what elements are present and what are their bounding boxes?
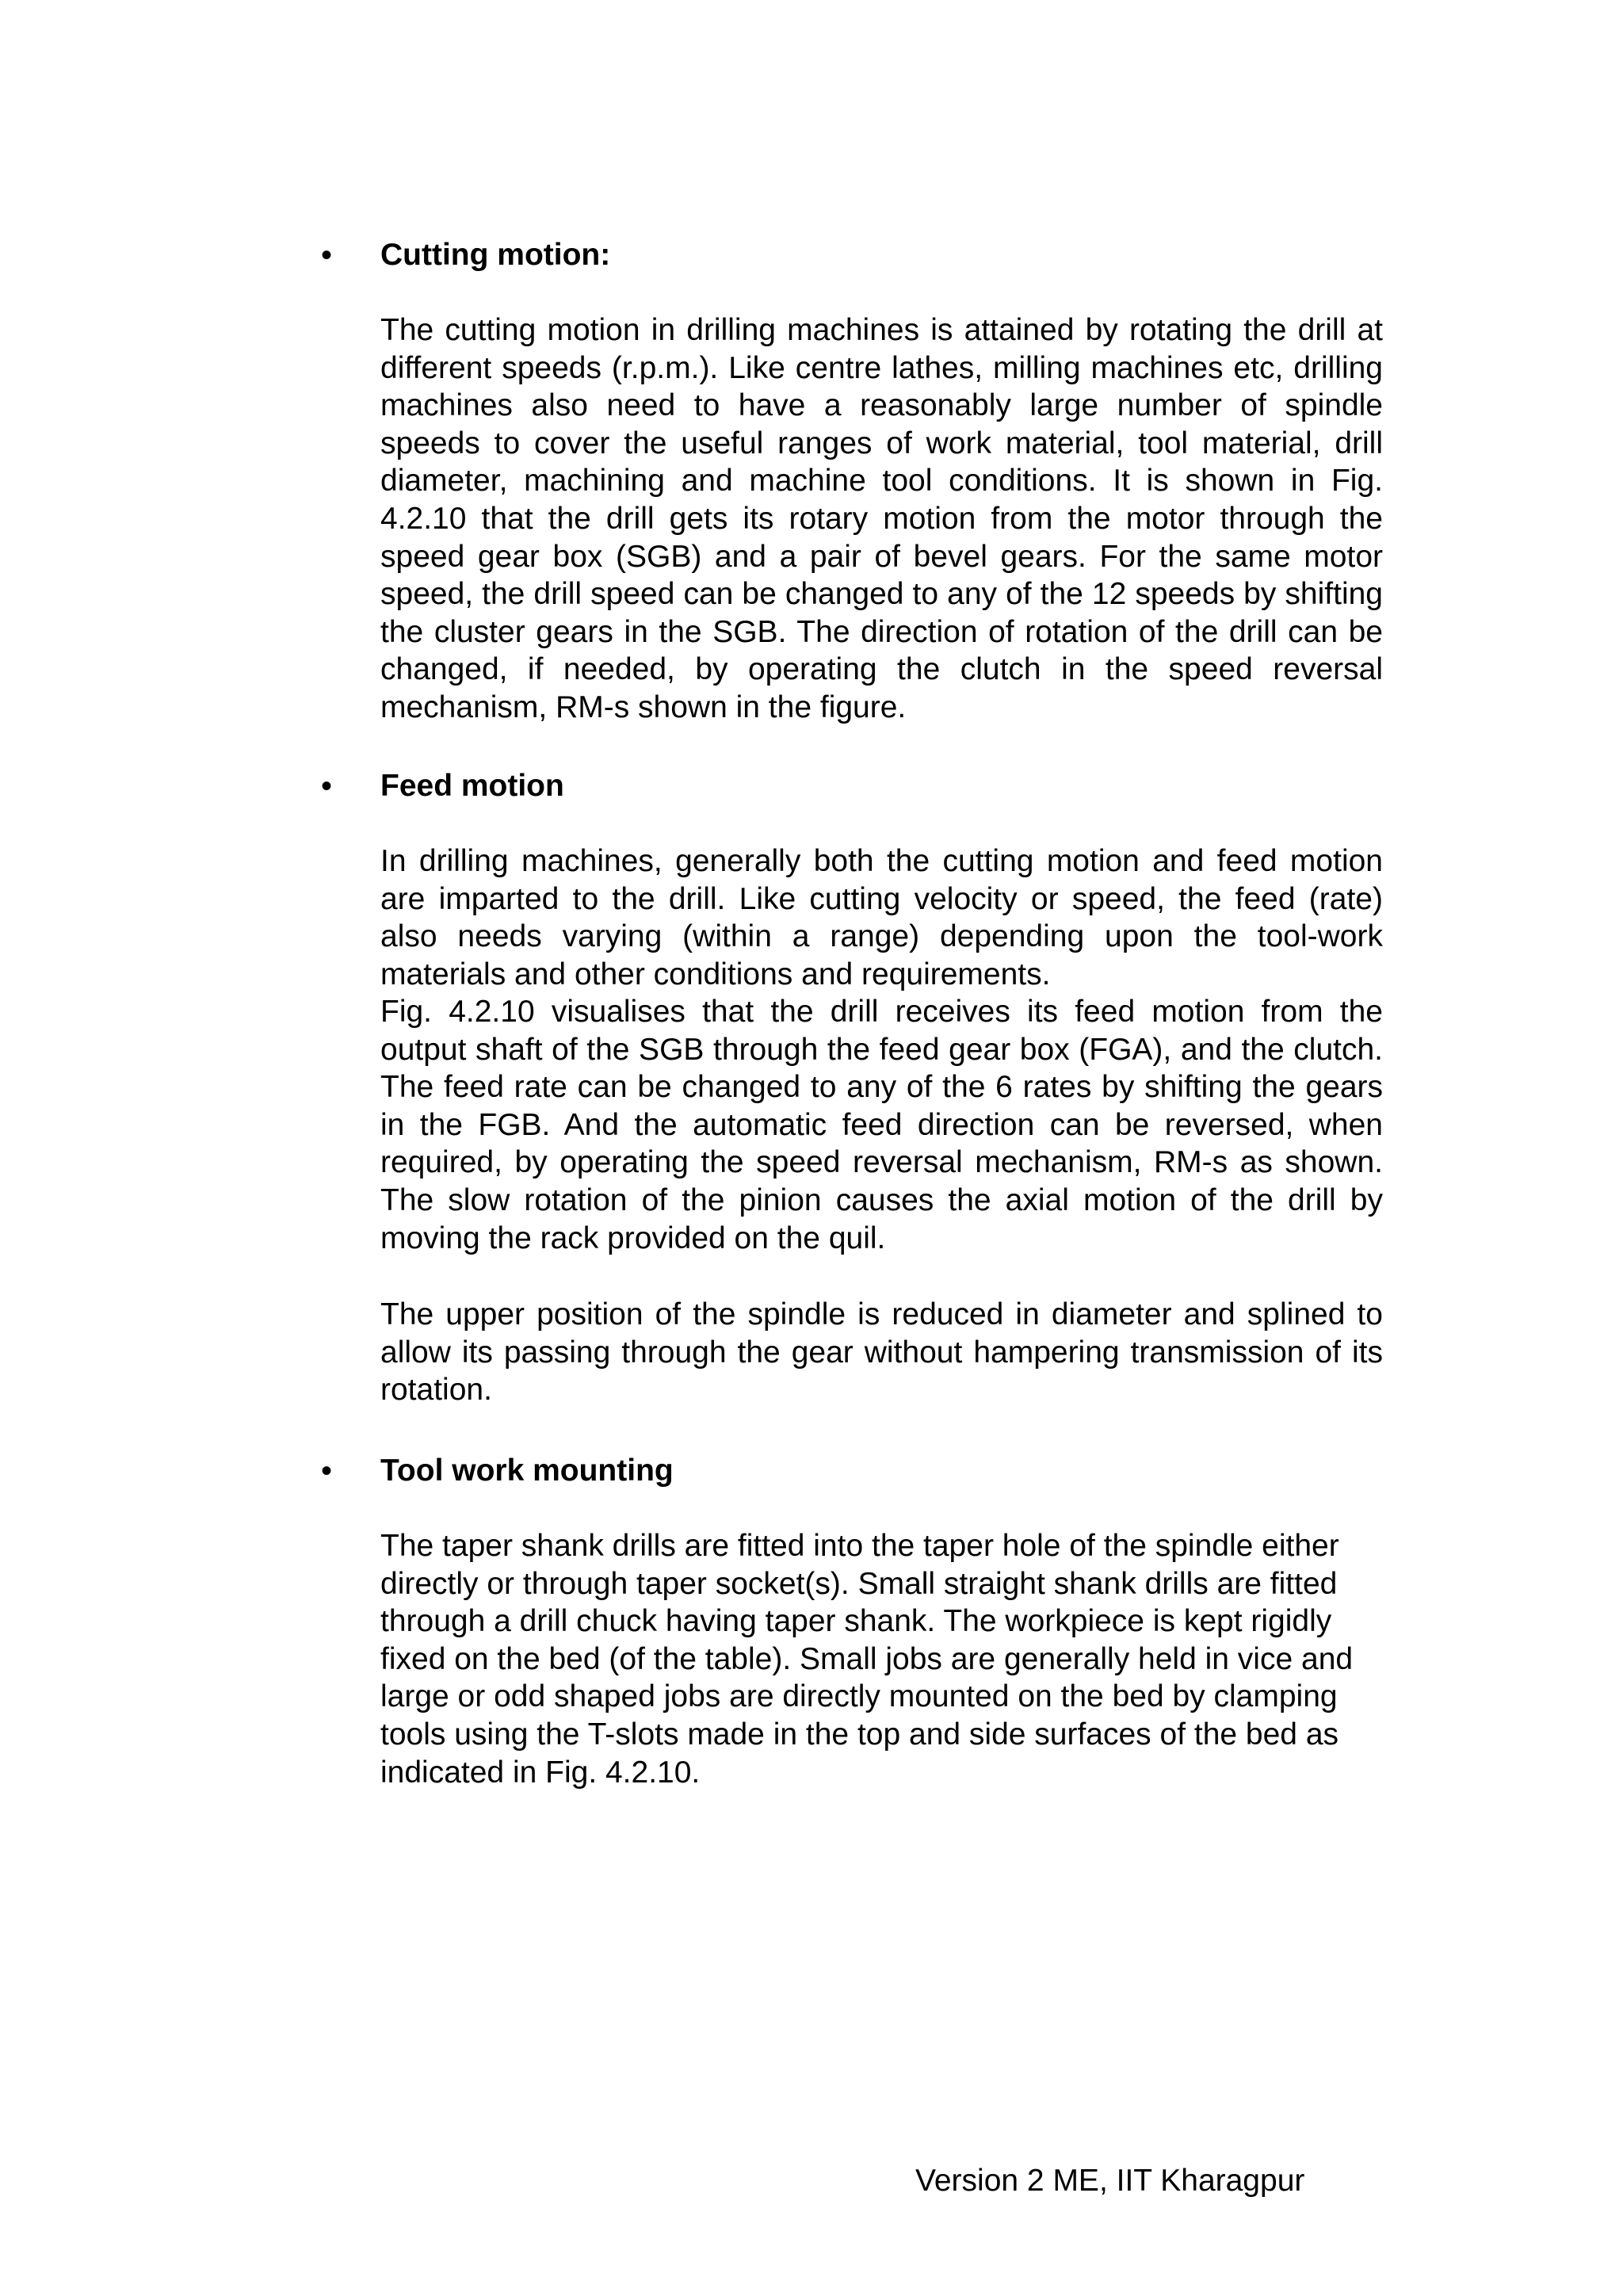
bullet-icon: •: [321, 769, 333, 804]
section-heading: Feed motion: [380, 769, 564, 803]
paragraph: In drilling machines, generally both the cutting motion and feed motion are imparted to the drill. Like cutting velocity or speed, the feed (rate) also needs varying (within a range) depending upon the tool-work materials and other conditions and requirements.: [380, 844, 1383, 991]
paragraph: The taper shank drills are fitted into the taper hole of the spindle either directly or through taper socket(s). Small straight shank drills are fitted through a drill chuck having taper shank. The workpiece is kept rigidly fixed on the bed (of the table). Small jobs are generally held in vice and large or odd shaped jobs are directly mounted on the bed by clamping tools using the T-slots made in the top and side surfaces of the bed as indicated in Fig. 4.2.10.: [380, 1529, 1354, 1790]
page-footer: Version 2 ME, IIT Kharagpur: [915, 2164, 1305, 2198]
section-heading: Tool work mounting: [380, 1454, 674, 1488]
paragraph: The cutting motion in drilling machines is attained by rotating the drill at different speeds (r.p.m.). Like centre lathes, milling machines etc, drilling machines also need to have a reasonably large number of spindle speeds to cover the useful ranges of work material, tool material, drill diameter, machining and machine tool conditions. It is shown in Fig. 4.2.10 that the drill gets its rotary motion from the motor through the speed gear box (SGB) and a pair of bevel gears. For the same motor speed, the drill speed can be changed to any of the 12 speeds by shifting the cluster gears in the SGB. The direction of rotation of the drill can be changed, if needed, by operating the clutch in the speed reversal mechanism, RM-s shown in the figure.: [380, 313, 1383, 724]
paragraph: Fig. 4.2.10 visualises that the drill receives its feed motion from the output shaft of the SGB through the feed gear box (FGA), and the clutch. The feed rate can be changed to any of the 6 rates by shifting the gears in the FGB. And the automatic feed direction can be reversed, when required, by operating the speed reversal mechanism, RM-s as shown. The slow rotation of the pinion causes the axial motion of the drill by moving the rack provided on the quil.: [380, 995, 1383, 1255]
bullet-icon: •: [321, 1454, 333, 1488]
section-cutting-motion: [321, 236, 1383, 743]
paragraph: The upper position of the spindle is reduced in diameter and splined to allow its passing through the gear without hampering transmission of its rotation.: [380, 1297, 1383, 1408]
section-tool-work-mounting: [321, 1452, 1383, 1817]
section-feed-motion: [321, 767, 1383, 1433]
section-heading: Cutting motion:: [380, 238, 611, 272]
bullet-icon: •: [321, 238, 333, 273]
